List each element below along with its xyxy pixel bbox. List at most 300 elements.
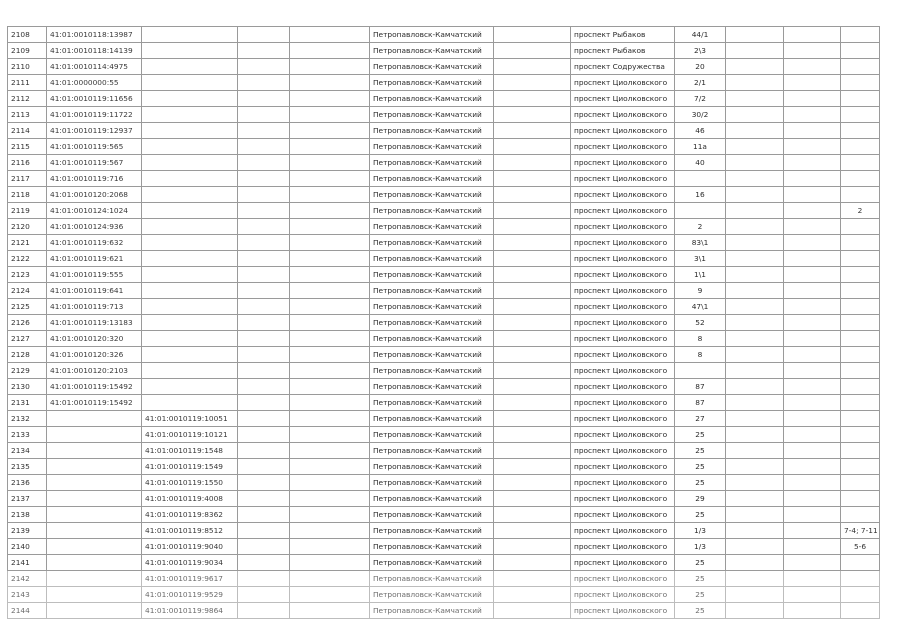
empty-cell — [238, 235, 290, 251]
row-number: 2141 — [8, 555, 47, 571]
empty-cell — [290, 75, 370, 91]
empty-cell — [784, 171, 841, 187]
empty-cell — [290, 475, 370, 491]
row-number: 2136 — [8, 475, 47, 491]
street-name: проспект Циолковского — [571, 523, 675, 539]
empty-cell — [494, 155, 571, 171]
row-number: 2130 — [8, 379, 47, 395]
empty-cell — [726, 507, 784, 523]
house-number: 1\1 — [675, 267, 726, 283]
empty-cell — [784, 331, 841, 347]
empty-cell — [494, 603, 571, 619]
empty-cell — [290, 91, 370, 107]
apartment-numbers — [841, 139, 880, 155]
city-name: Петропавловск-Камчатский — [370, 283, 494, 299]
street-name: проспект Циолковского — [571, 603, 675, 619]
empty-cell — [494, 27, 571, 43]
city-name: Петропавловск-Камчатский — [370, 507, 494, 523]
empty-cell — [290, 235, 370, 251]
house-number: 8 — [675, 331, 726, 347]
empty-cell — [238, 555, 290, 571]
table-row — [8, 235, 880, 251]
street-name: проспект Циолковского — [571, 491, 675, 507]
cadastral-number-secondary: 41:01:0010119:9529 — [142, 587, 238, 603]
table-row — [8, 443, 880, 459]
empty-cell — [726, 331, 784, 347]
house-number: 29 — [675, 491, 726, 507]
row-number: 2113 — [8, 107, 47, 123]
cadastral-number: 41:01:0010124:1024 — [47, 203, 142, 219]
street-name: проспект Циолковского — [571, 395, 675, 411]
street-name: проспект Циолковского — [571, 427, 675, 443]
empty-cell — [238, 187, 290, 203]
street-name: проспект Циолковского — [571, 235, 675, 251]
apartment-numbers — [841, 219, 880, 235]
street-name: проспект Циолковского — [571, 379, 675, 395]
apartment-numbers — [841, 347, 880, 363]
city-name: Петропавловск-Камчатский — [370, 91, 494, 107]
empty-cell — [726, 491, 784, 507]
table-row — [8, 171, 880, 187]
cadastral-number: 41:01:0010120:326 — [47, 347, 142, 363]
table-row — [8, 427, 880, 443]
empty-cell — [290, 43, 370, 59]
house-number — [675, 171, 726, 187]
street-name: проспект Рыбаков — [571, 27, 675, 43]
house-number: 87 — [675, 379, 726, 395]
row-number: 2140 — [8, 539, 47, 555]
row-number: 2133 — [8, 427, 47, 443]
empty-cell — [238, 91, 290, 107]
row-number: 2115 — [8, 139, 47, 155]
table-row — [8, 571, 880, 587]
empty-cell — [784, 491, 841, 507]
cadastral-number — [47, 427, 142, 443]
house-number: 8 — [675, 347, 726, 363]
row-number: 2119 — [8, 203, 47, 219]
table-row — [8, 91, 880, 107]
cadastral-number-secondary — [142, 283, 238, 299]
empty-cell — [290, 555, 370, 571]
table-row — [8, 395, 880, 411]
street-name: проспект Циолковского — [571, 219, 675, 235]
apartment-numbers — [841, 123, 880, 139]
empty-cell — [494, 107, 571, 123]
empty-cell — [726, 411, 784, 427]
house-number: 3\1 — [675, 251, 726, 267]
empty-cell — [726, 523, 784, 539]
cadastral-number — [47, 603, 142, 619]
empty-cell — [726, 299, 784, 315]
cadastral-number-secondary — [142, 235, 238, 251]
table-row — [8, 347, 880, 363]
empty-cell — [494, 203, 571, 219]
house-number: 2 — [675, 219, 726, 235]
empty-cell — [726, 27, 784, 43]
city-name: Петропавловск-Камчатский — [370, 523, 494, 539]
empty-cell — [238, 411, 290, 427]
empty-cell — [290, 219, 370, 235]
apartment-numbers — [841, 411, 880, 427]
empty-cell — [784, 427, 841, 443]
table-row — [8, 139, 880, 155]
row-number: 2117 — [8, 171, 47, 187]
city-name: Петропавловск-Камчатский — [370, 43, 494, 59]
row-number: 2128 — [8, 347, 47, 363]
cadastral-number-secondary: 41:01:0010119:8512 — [142, 523, 238, 539]
cadastral-number: 41:01:0010119:11722 — [47, 107, 142, 123]
cadastral-number-secondary: 41:01:0010119:9040 — [142, 539, 238, 555]
empty-cell — [494, 443, 571, 459]
row-number: 2123 — [8, 267, 47, 283]
apartment-numbers — [841, 59, 880, 75]
table-row — [8, 587, 880, 603]
empty-cell — [238, 75, 290, 91]
empty-cell — [784, 555, 841, 571]
empty-cell — [238, 123, 290, 139]
street-name: проспект Циолковского — [571, 187, 675, 203]
cadastral-number-secondary: 41:01:0010119:1548 — [142, 443, 238, 459]
street-name: проспект Циолковского — [571, 555, 675, 571]
city-name: Петропавловск-Камчатский — [370, 267, 494, 283]
city-name: Петропавловск-Камчатский — [370, 123, 494, 139]
empty-cell — [784, 411, 841, 427]
apartment-numbers — [841, 187, 880, 203]
cadastral-number — [47, 507, 142, 523]
cadastral-number-secondary — [142, 91, 238, 107]
house-number: 52 — [675, 315, 726, 331]
empty-cell — [726, 139, 784, 155]
empty-cell — [494, 171, 571, 187]
row-number: 2111 — [8, 75, 47, 91]
empty-cell — [494, 235, 571, 251]
empty-cell — [238, 155, 290, 171]
city-name: Петропавловск-Камчатский — [370, 155, 494, 171]
empty-cell — [784, 235, 841, 251]
house-number: 25 — [675, 587, 726, 603]
house-number: 30/2 — [675, 107, 726, 123]
apartment-numbers — [841, 315, 880, 331]
house-number: 25 — [675, 555, 726, 571]
city-name: Петропавловск-Камчатский — [370, 459, 494, 475]
empty-cell — [238, 587, 290, 603]
house-number: 25 — [675, 427, 726, 443]
cadastral-number-secondary — [142, 43, 238, 59]
apartment-numbers — [841, 331, 880, 347]
empty-cell — [290, 27, 370, 43]
table-row — [8, 203, 880, 219]
empty-cell — [784, 187, 841, 203]
cadastral-number-secondary — [142, 219, 238, 235]
street-name: проспект Циолковского — [571, 315, 675, 331]
table-row — [8, 267, 880, 283]
table-row — [8, 475, 880, 491]
empty-cell — [726, 363, 784, 379]
empty-cell — [726, 91, 784, 107]
cadastral-number-secondary: 41:01:0010119:4008 — [142, 491, 238, 507]
table-row — [8, 539, 880, 555]
house-number: 25 — [675, 475, 726, 491]
cadastral-number: 41:01:0010119:555 — [47, 267, 142, 283]
city-name: Петропавловск-Камчатский — [370, 171, 494, 187]
house-number: 25 — [675, 459, 726, 475]
house-number: 2/1 — [675, 75, 726, 91]
table-row — [8, 299, 880, 315]
empty-cell — [494, 427, 571, 443]
empty-cell — [784, 155, 841, 171]
empty-cell — [494, 43, 571, 59]
empty-cell — [784, 59, 841, 75]
empty-cell — [494, 379, 571, 395]
empty-cell — [494, 267, 571, 283]
cadastral-number: 41:01:0010119:15492 — [47, 395, 142, 411]
street-name: проспект Циолковского — [571, 507, 675, 523]
empty-cell — [784, 587, 841, 603]
empty-cell — [290, 123, 370, 139]
table-row — [8, 59, 880, 75]
city-name: Петропавловск-Камчатский — [370, 331, 494, 347]
city-name: Петропавловск-Камчатский — [370, 395, 494, 411]
cadastral-number — [47, 475, 142, 491]
empty-cell — [726, 171, 784, 187]
row-number: 2129 — [8, 363, 47, 379]
city-name: Петропавловск-Камчатский — [370, 571, 494, 587]
empty-cell — [784, 219, 841, 235]
empty-cell — [494, 59, 571, 75]
street-name: проспект Циолковского — [571, 251, 675, 267]
empty-cell — [494, 75, 571, 91]
row-number: 2118 — [8, 187, 47, 203]
empty-cell — [494, 507, 571, 523]
empty-cell — [290, 427, 370, 443]
apartment-numbers — [841, 91, 880, 107]
empty-cell — [726, 459, 784, 475]
city-name: Петропавловск-Камчатский — [370, 299, 494, 315]
empty-cell — [726, 219, 784, 235]
empty-cell — [290, 155, 370, 171]
city-name: Петропавловск-Камчатский — [370, 475, 494, 491]
cadastral-number-secondary — [142, 155, 238, 171]
empty-cell — [494, 347, 571, 363]
row-number: 2124 — [8, 283, 47, 299]
empty-cell — [726, 555, 784, 571]
apartment-numbers — [841, 507, 880, 523]
house-number: 25 — [675, 571, 726, 587]
cadastral-number — [47, 411, 142, 427]
apartment-numbers: 2 — [841, 203, 880, 219]
cadastral-number-secondary: 41:01:0010119:8362 — [142, 507, 238, 523]
cadastral-number — [47, 555, 142, 571]
cadastral-number-secondary — [142, 203, 238, 219]
empty-cell — [784, 347, 841, 363]
empty-cell — [494, 571, 571, 587]
empty-cell — [784, 395, 841, 411]
empty-cell — [290, 411, 370, 427]
table-row — [8, 107, 880, 123]
empty-cell — [784, 299, 841, 315]
table-row — [8, 555, 880, 571]
table-row — [8, 315, 880, 331]
apartment-numbers — [841, 75, 880, 91]
street-name: проспект Рыбаков — [571, 43, 675, 59]
apartment-numbers — [841, 395, 880, 411]
city-name: Петропавловск-Камчатский — [370, 315, 494, 331]
cadastral-number: 41:01:0010119:11656 — [47, 91, 142, 107]
empty-cell — [238, 283, 290, 299]
cadastral-number-secondary: 41:01:0010119:1550 — [142, 475, 238, 491]
empty-cell — [238, 347, 290, 363]
city-name: Петропавловск-Камчатский — [370, 235, 494, 251]
cadastral-number: 41:01:0010119:641 — [47, 283, 142, 299]
house-number: 9 — [675, 283, 726, 299]
apartment-numbers — [841, 491, 880, 507]
apartment-numbers — [841, 107, 880, 123]
row-number: 2114 — [8, 123, 47, 139]
row-number: 2109 — [8, 43, 47, 59]
apartment-numbers — [841, 251, 880, 267]
table-row — [8, 75, 880, 91]
empty-cell — [784, 139, 841, 155]
house-number: 25 — [675, 507, 726, 523]
city-name: Петропавловск-Камчатский — [370, 107, 494, 123]
row-number: 2144 — [8, 603, 47, 619]
apartment-numbers — [841, 459, 880, 475]
cadastral-number-secondary: 41:01:0010119:9617 — [142, 571, 238, 587]
cadastral-number: 41:01:0010119:565 — [47, 139, 142, 155]
empty-cell — [784, 507, 841, 523]
empty-cell — [726, 603, 784, 619]
empty-cell — [494, 587, 571, 603]
city-name: Петропавловск-Камчатский — [370, 187, 494, 203]
apartment-numbers: 7-4; 7-11 — [841, 523, 880, 539]
empty-cell — [290, 379, 370, 395]
house-number: 47\1 — [675, 299, 726, 315]
cadastral-number: 41:01:0010119:13183 — [47, 315, 142, 331]
empty-cell — [238, 539, 290, 555]
house-number: 25 — [675, 603, 726, 619]
row-number: 2112 — [8, 91, 47, 107]
apartment-numbers — [841, 27, 880, 43]
cadastral-number-secondary — [142, 27, 238, 43]
row-number: 2139 — [8, 523, 47, 539]
empty-cell — [726, 43, 784, 59]
apartment-numbers — [841, 43, 880, 59]
table-row — [8, 219, 880, 235]
city-name: Петропавловск-Камчатский — [370, 203, 494, 219]
empty-cell — [726, 251, 784, 267]
city-name: Петропавловск-Камчатский — [370, 139, 494, 155]
street-name: проспект Циолковского — [571, 411, 675, 427]
apartment-numbers — [841, 571, 880, 587]
empty-cell — [784, 363, 841, 379]
house-number: 44/1 — [675, 27, 726, 43]
empty-cell — [726, 395, 784, 411]
city-name: Петропавловск-Камчатский — [370, 363, 494, 379]
street-name: проспект Циолковского — [571, 171, 675, 187]
city-name: Петропавловск-Камчатский — [370, 59, 494, 75]
empty-cell — [784, 203, 841, 219]
empty-cell — [784, 603, 841, 619]
table-row — [8, 459, 880, 475]
empty-cell — [726, 59, 784, 75]
city-name: Петропавловск-Камчатский — [370, 251, 494, 267]
empty-cell — [238, 331, 290, 347]
row-number: 2108 — [8, 27, 47, 43]
street-name: проспект Циолковского — [571, 107, 675, 123]
apartment-numbers — [841, 555, 880, 571]
empty-cell — [238, 171, 290, 187]
cadastral-number — [47, 491, 142, 507]
apartment-numbers — [841, 283, 880, 299]
table-row — [8, 283, 880, 299]
empty-cell — [290, 491, 370, 507]
house-number: 1/3 — [675, 539, 726, 555]
empty-cell — [290, 251, 370, 267]
empty-cell — [238, 203, 290, 219]
table-body — [8, 27, 880, 619]
empty-cell — [290, 571, 370, 587]
empty-cell — [238, 475, 290, 491]
empty-cell — [726, 187, 784, 203]
cadastral-number — [47, 443, 142, 459]
empty-cell — [290, 139, 370, 155]
empty-cell — [290, 443, 370, 459]
table-row — [8, 27, 880, 43]
street-name: проспект Циолковского — [571, 331, 675, 347]
empty-cell — [238, 363, 290, 379]
empty-cell — [784, 27, 841, 43]
empty-cell — [290, 299, 370, 315]
house-number: 7/2 — [675, 91, 726, 107]
cadastral-number: 41:01:0010119:713 — [47, 299, 142, 315]
empty-cell — [290, 459, 370, 475]
empty-cell — [290, 347, 370, 363]
empty-cell — [784, 459, 841, 475]
empty-cell — [290, 539, 370, 555]
empty-cell — [726, 427, 784, 443]
cadastral-number-secondary — [142, 75, 238, 91]
cadastral-number: 41:01:0010119:12937 — [47, 123, 142, 139]
cadastral-number: 41:01:0010120:320 — [47, 331, 142, 347]
cadastral-number-secondary — [142, 123, 238, 139]
cadastral-number-secondary — [142, 267, 238, 283]
table-row — [8, 187, 880, 203]
empty-cell — [238, 395, 290, 411]
city-name: Петропавловск-Камчатский — [370, 411, 494, 427]
empty-cell — [494, 395, 571, 411]
house-number: 16 — [675, 187, 726, 203]
row-number: 2116 — [8, 155, 47, 171]
empty-cell — [726, 75, 784, 91]
apartment-numbers — [841, 299, 880, 315]
table-row — [8, 363, 880, 379]
cadastral-number — [47, 539, 142, 555]
address-register-table — [7, 26, 880, 619]
empty-cell — [494, 555, 571, 571]
empty-cell — [494, 251, 571, 267]
empty-cell — [726, 235, 784, 251]
cadastral-number-secondary: 41:01:0010119:10051 — [142, 411, 238, 427]
empty-cell — [238, 299, 290, 315]
empty-cell — [494, 539, 571, 555]
cadastral-number: 41:01:0010124:936 — [47, 219, 142, 235]
empty-cell — [784, 379, 841, 395]
city-name: Петропавловск-Камчатский — [370, 555, 494, 571]
cadastral-number-secondary — [142, 107, 238, 123]
empty-cell — [290, 283, 370, 299]
house-number: 40 — [675, 155, 726, 171]
empty-cell — [290, 203, 370, 219]
